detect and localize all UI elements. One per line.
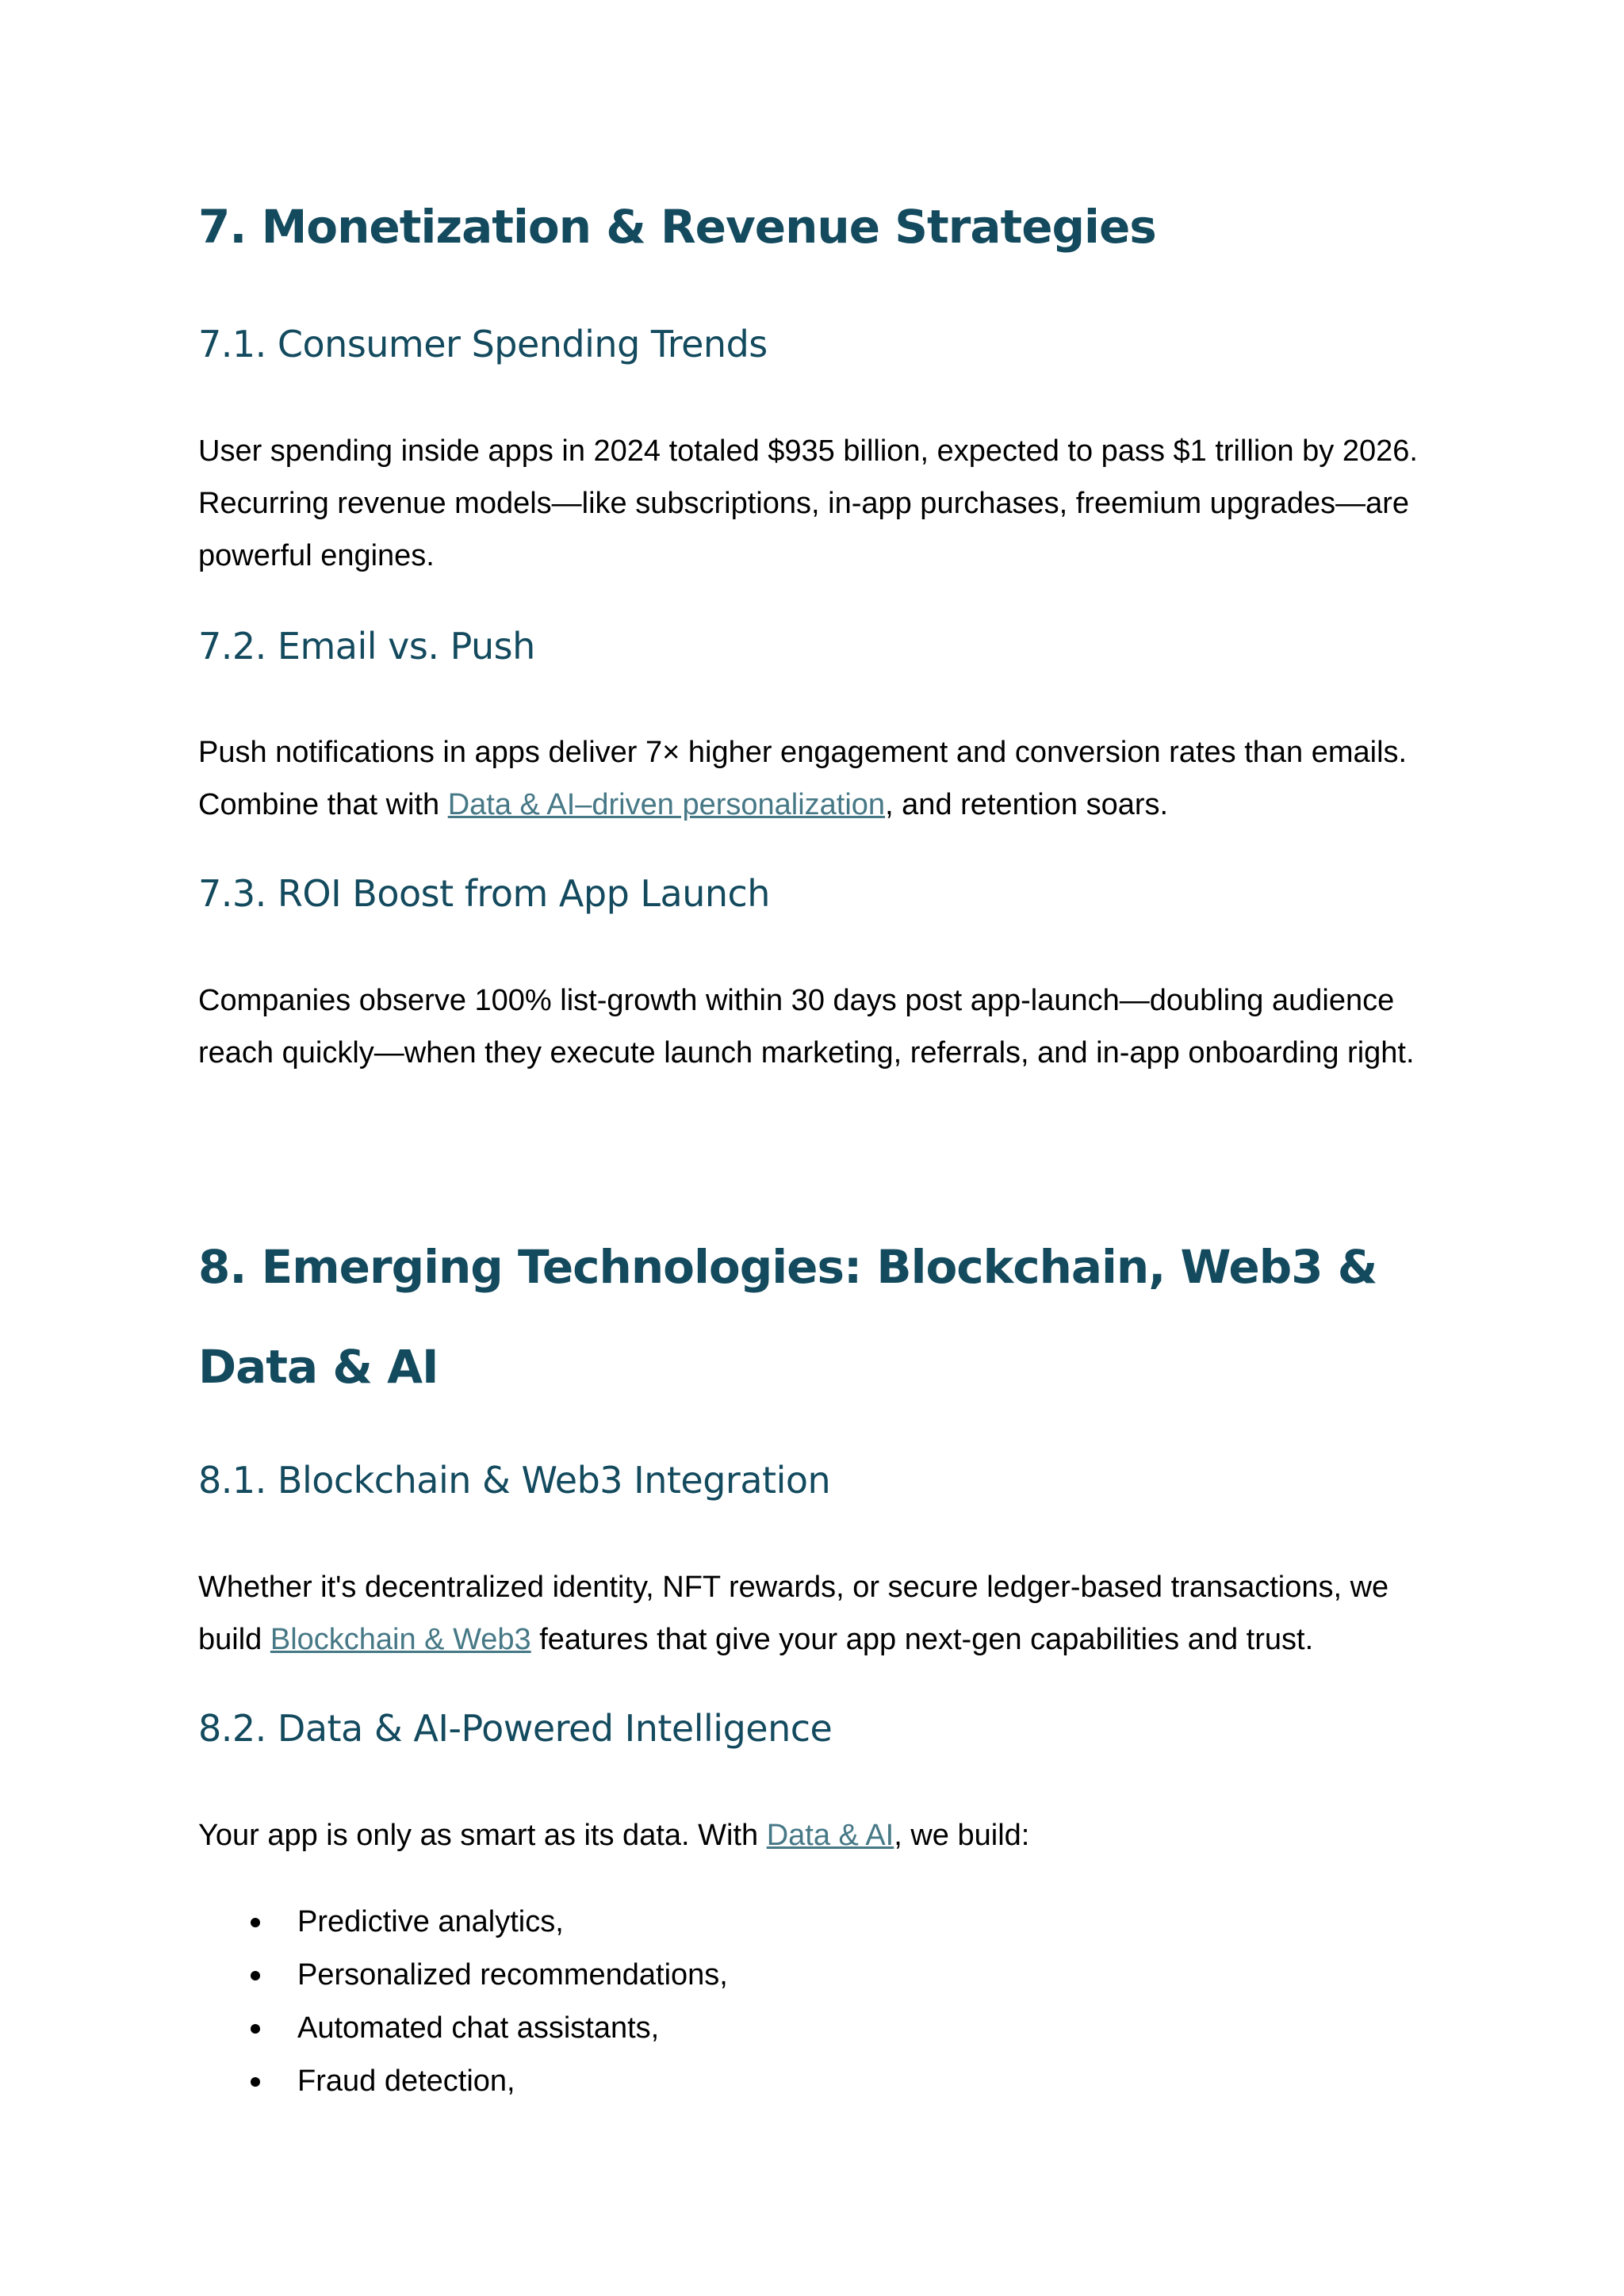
section-8-2-text-before: Your app is only as smart as its data. With — [198, 1819, 767, 1852]
section-7-2-text-after: , and retention soars. — [885, 788, 1169, 821]
bullet-icon — [251, 2024, 260, 2034]
section-8-1-heading: 8.1. Blockchain & Web3 Integration — [198, 1459, 831, 1502]
list-item-text: Predictive analytics, — [297, 1905, 564, 1938]
section-7-heading: 7. Monetization & Revenue Strategies — [198, 200, 1156, 254]
section-7-3-paragraph: Companies observe 100% list-growth within 30 days post app-launch—doubling audience reach quickly—when they execute launch marketing, referrals, and in-app onboarding right. — [198, 984, 1415, 1070]
list-item — [198, 1896, 728, 1949]
section-8-heading: 8. Emerging Technologies: Blockchain, Web3 & Data & AI — [198, 1240, 1377, 1394]
bullet-icon — [251, 2077, 260, 2087]
section-8-2-heading: 8.2. Data & AI-Powered Intelligence — [198, 1707, 833, 1750]
section-7-3-heading: 7.3. ROI Boost from App Launch — [198, 872, 770, 915]
section-8-1-text-after: features that give your app next-gen capabilities and trust. — [530, 1623, 1314, 1656]
section-8-1-paragraph — [198, 1561, 1435, 1666]
section-8-2-paragraph — [198, 1809, 1435, 1862]
section-8-2-text-after: , we build: — [894, 1819, 1030, 1852]
section-7-2-heading: 7.2. Email vs. Push — [198, 625, 535, 668]
section-7-1-heading: 7.1. Consumer Spending Trends — [198, 323, 768, 365]
bullet-icon — [251, 1971, 260, 1980]
section-7-2-text-before: Push notifications in apps deliver 7× higher engagement and conversion rates than emails. Combine that with — [198, 736, 1408, 821]
section-7-1-paragraph: User spending inside apps in 2024 totaled $935 billion, expected to pass $1 trillion by 2026. Recurring revenue models—like subscriptions, in-app purchases, freemium upgrades—are powerful engines. — [198, 434, 1418, 572]
list-item — [198, 1949, 728, 2002]
section-7-2-paragraph — [198, 726, 1435, 831]
blockchain-web3-link[interactable]: Blockchain & Web3 — [270, 1623, 531, 1656]
list-item-text: Fraud detection, — [297, 2064, 515, 2098]
list-item-text: Automated chat assistants, — [297, 2011, 660, 2045]
list-item — [198, 2055, 728, 2108]
list-item-text: Personalized recommendations, — [297, 1958, 728, 1992]
data-ai-personalization-link[interactable]: Data & AI–driven personalization — [447, 788, 886, 821]
capabilities-list — [198, 1896, 728, 2108]
bullet-icon — [251, 1918, 260, 1927]
section-8-1-text-before: Whether it's decentralized identity, NFT rewards, or secure ledger-based transactions, we build — [198, 1571, 1389, 1656]
list-item — [198, 2002, 728, 2055]
data-ai-link[interactable]: Data & AI — [766, 1819, 894, 1852]
